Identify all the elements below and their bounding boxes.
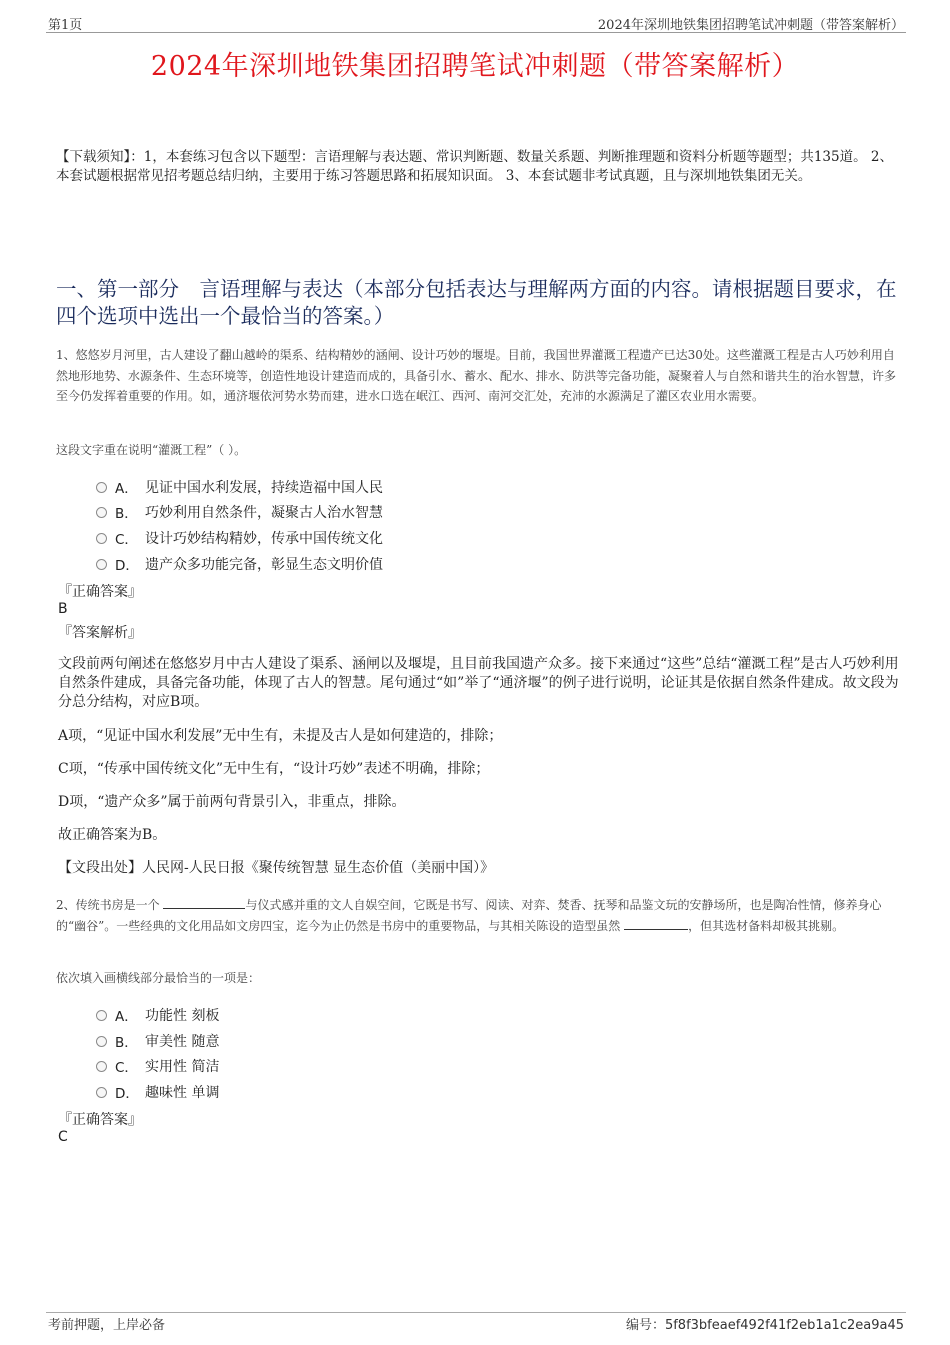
question-2-answer: C — [58, 1129, 68, 1145]
footer-slogan: 考前押题，上岸必备 — [48, 1318, 166, 1333]
fill-blank-1 — [163, 896, 245, 909]
question-2-answer-label: 『正确答案』 — [58, 1112, 142, 1128]
option-letter: B． — [115, 506, 138, 522]
radio-button[interactable] — [96, 533, 107, 544]
question-1-option-d[interactable] — [96, 554, 383, 574]
question-1-source: 【文段出处】人民网-人民日报《聚传统智慧 显生态价值（美丽中国）》 — [58, 860, 495, 876]
question-1-prompt: 这段文字重在说明“灌溉工程”（ ）。 — [56, 443, 247, 457]
question-1-analysis-a: A项，“见证中国水利发展”无中生有，未提及古人是如何建造的，排除； — [58, 728, 503, 744]
question-1-analysis-main: 文段前两句阐述在悠悠岁月中古人建设了渠系、涵闸以及堰堤，且目前我国遗产众多。接下来通过“这些”总结“灌溉工程”是古人巧妙利用自然条件建成，具备完备功能，体现了古人的智慧。尾句通过“如”举了“通济堰”的例子进行说明，论证其是依据自然条件建成。故文段为分总分结构，对应B项。 — [58, 656, 899, 710]
question-1-analysis-c: C项，“传承中国传统文化”无中生有，“设计巧妙”表述不明确，排除； — [58, 761, 490, 777]
option-text: 见证中国水利发展，持续造福中国人民 — [145, 480, 383, 496]
option-letter: A． — [115, 481, 138, 497]
option-text: 巧妙利用自然条件，凝聚古人治水智慧 — [145, 505, 383, 521]
radio-button[interactable] — [96, 1061, 107, 1072]
question-2-prompt: 依次填入画横线部分最恰当的一项是： — [56, 971, 261, 985]
footer-divider — [46, 1312, 906, 1313]
radio-button[interactable] — [96, 1087, 107, 1098]
question-1-option-a[interactable] — [96, 477, 383, 497]
code-label: 编号： — [625, 1318, 665, 1333]
question-1-option-c[interactable] — [96, 528, 383, 548]
option-letter: D． — [115, 1086, 139, 1102]
document-code — [626, 1314, 904, 1333]
option-letter: C． — [115, 1060, 138, 1076]
passage-part: ，但其选材备料却极其挑剔。 — [688, 918, 845, 933]
radio-button[interactable] — [96, 559, 107, 570]
running-title: 2024年深圳地铁集团招聘笔试冲刺题（带答案解析） — [597, 18, 904, 33]
question-2-option-c[interactable] — [96, 1056, 219, 1076]
option-text: 趣味性 单调 — [145, 1085, 220, 1101]
question-1-answer: B — [58, 601, 68, 617]
option-letter: A． — [115, 1009, 138, 1025]
fill-blank-2 — [624, 917, 688, 930]
option-letter: C． — [115, 532, 138, 548]
radio-button[interactable] — [96, 1036, 107, 1047]
question-1-analysis-label: 『答案解析』 — [58, 625, 142, 641]
question-1-analysis-d: D项，“遗产众多”属于前两句背景引入，非重点，排除。 — [58, 794, 406, 810]
question-2-option-a[interactable] — [96, 1005, 219, 1025]
option-text: 设计巧妙结构精妙，传承中国传统文化 — [145, 531, 383, 547]
option-letter: B． — [115, 1035, 138, 1051]
question-2-passage — [56, 895, 900, 936]
option-text: 实用性 简洁 — [145, 1059, 220, 1075]
radio-button[interactable] — [96, 482, 107, 493]
radio-button[interactable] — [96, 507, 107, 518]
option-letter: D． — [115, 558, 139, 574]
option-text: 审美性 随意 — [145, 1034, 220, 1050]
option-text: 遗产众多功能完备，彰显生态文明价值 — [145, 557, 383, 573]
question-2-option-b[interactable] — [96, 1031, 219, 1051]
question-1-passage: 1、悠悠岁月河里，古人建设了翻山越岭的渠系、结构精妙的涵闸、设计巧妙的堰堤。目前，我国世界灌溉工程遗产已达30处。这些灌溉工程是古人巧妙利用自然地形地势、水源条件、生态环境等，创造性地设计建造而成的，具备引水、蓄水、配水、排水、防洪等完备功能，凝聚着人与自然和谐共生的治水智慧，许多至今仍发挥着重要的作用。如，通济堰依河势水势而建，进水口选在岷江、西河、南河交汇处，充沛的水源满足了灌区农业用水需要。 — [56, 348, 897, 403]
download-notice: 【下载须知】：1，本套练习包含以下题型：言语理解与表达题、常识判断题、数量关系题、判断推理题和资料分析题等题型；共135道。 2、本套试题根据常见招考题总结归纳，主要用于练习答题思路和拓展知识面。 3、本套试题非考试真题，且与深圳地铁集团无关。 — [56, 149, 893, 184]
question-1-conclusion: 故正确答案为B。 — [58, 827, 167, 843]
option-text: 功能性 刻板 — [145, 1008, 220, 1024]
question-1-option-b[interactable] — [96, 502, 383, 522]
passage-part: 与仪式感并重的文人自娱空间，它既是书写、阅读、对弈、焚香、抚琴和品鉴文玩的安静场所，也是陶冶性情，修养身心的“幽谷”。一些经典的文化用品如文房四宝，迄今为止仍然是书房中的重要物品，与其相关陈设的造型虽然 — [56, 898, 882, 933]
section-heading: 一、第一部分 言语理解与表达（本部分包括表达与理解两方面的内容。请根据题目要求，在四个选项中选出一个最恰当的答案。） — [56, 277, 897, 328]
question-1-answer-label: 『正确答案』 — [58, 584, 142, 600]
radio-button[interactable] — [96, 1010, 107, 1021]
document-title: 2024年深圳地铁集团招聘笔试冲刺题（带答案解析） — [150, 51, 800, 82]
page-number: 第1页 — [48, 18, 83, 33]
passage-part: 2、传统书房是一个 — [56, 898, 164, 912]
header-divider — [46, 32, 906, 33]
code-value: 5f8f3bfeaef492f41f2eb1a1c2ea9a45 — [664, 1318, 904, 1333]
question-2-option-d[interactable] — [96, 1082, 219, 1102]
